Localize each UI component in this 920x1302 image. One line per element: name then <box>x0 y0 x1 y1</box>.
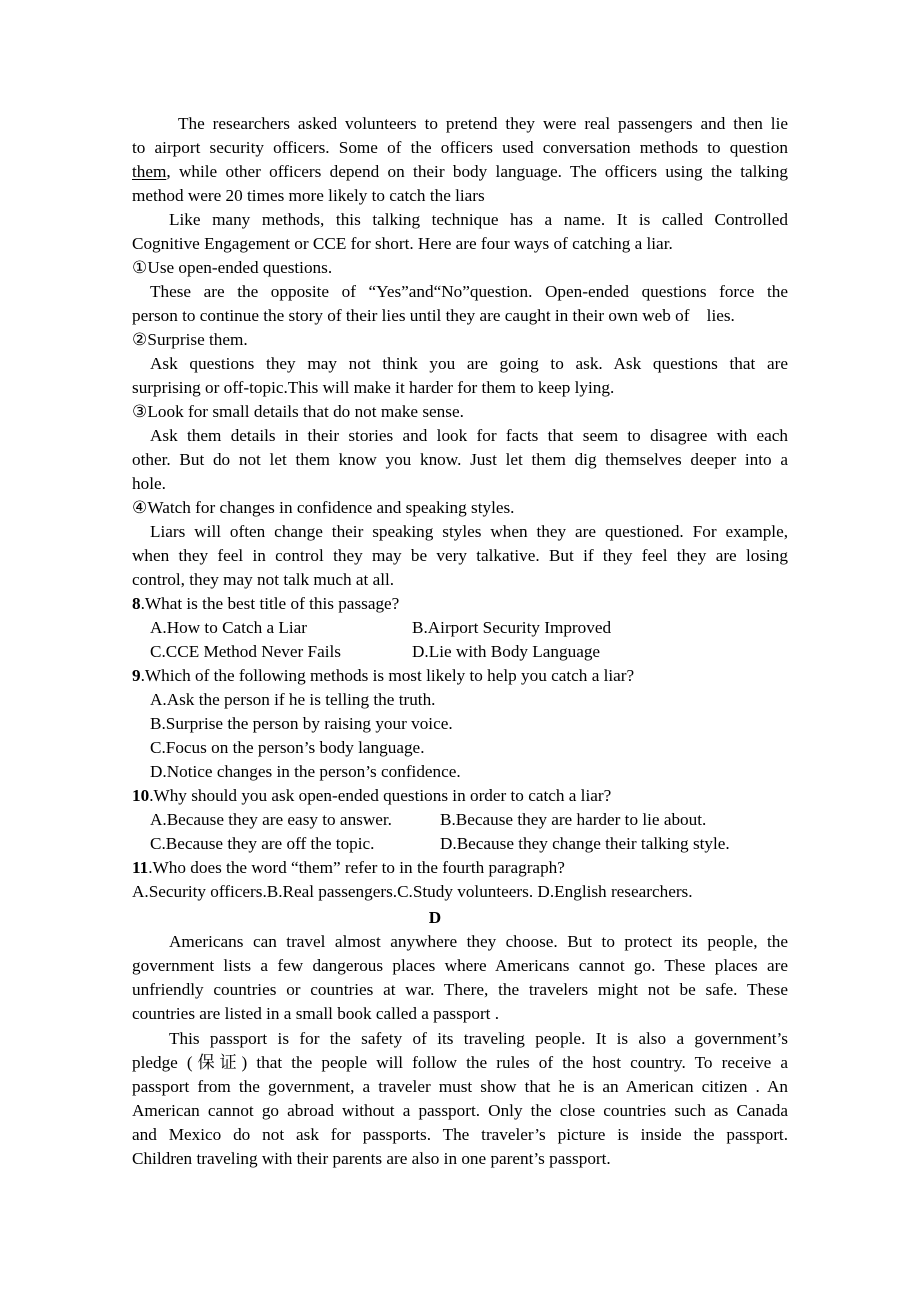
tip3-line2: other. But do not let them know you know. Just let them dig themselves deeper into a <box>132 450 788 469</box>
passage-c-p1-line3 <box>132 160 788 184</box>
question-10-option-b: B.Because they are harder to lie about. <box>440 810 707 829</box>
tip3-line1: Ask them details in their stories and look for facts that seem to disagree with each <box>150 426 788 445</box>
passage-c-p1-line4: method were 20 times more likely to catch the liars <box>132 186 485 205</box>
question-10-number: 10 <box>132 786 150 805</box>
tip2-line2: surprising or off-topic.This will make it harder for them to keep lying. <box>132 378 615 397</box>
question-10-row2 <box>150 832 788 856</box>
question-9-text: .Which of the following methods is most likely to help you catch a liar? <box>140 666 635 685</box>
passage-d-p2-line2: pledge (保证) that the people will follow the rules of the host country. To receive a <box>132 1053 788 1072</box>
tip1-line2: person to continue the story of their lies until they are caught in their own web of lies. <box>132 306 735 325</box>
question-9-option-c: C.Focus on the person’s body language. <box>150 738 425 757</box>
passage-d-p1-line2: government lists a few dangerous places where Americans cannot go. These places are <box>132 956 788 975</box>
passage-c-p1-line2: to airport security officers. Some of the officers used conversation methods to question <box>132 138 788 157</box>
question-8-row2 <box>150 640 788 664</box>
passage-d-p2-line4: American cannot go abroad without a passport. Only the close countries such as Canada <box>132 1101 788 1120</box>
passage-d-p2-line3: passport from the government, a traveler must show that he is an American citizen . An <box>132 1077 788 1096</box>
passage-d-p2-line1: This passport is for the safety of its traveling people. It is also a government’s <box>169 1029 788 1048</box>
question-8-row1 <box>150 616 788 640</box>
question-10-option-c: C.Because they are off the topic. <box>150 834 375 853</box>
question-10-option-d: D.Because they change their talking style. <box>440 834 730 853</box>
question-9-number: 9 <box>132 666 141 685</box>
tip2-line1: Ask questions they may not think you are going to ask. Ask questions that are <box>150 354 788 373</box>
question-10-text: .Why should you ask open-ended questions in order to catch a liar? <box>149 786 612 805</box>
question-9-option-a: A.Ask the person if he is telling the truth. <box>150 690 436 709</box>
tip3-line3: hole. <box>132 474 166 493</box>
question-8-option-a: A.How to Catch a Liar <box>150 618 308 637</box>
tip4-line1: Liars will often change their speaking styles when they are questioned. For example, <box>150 522 788 541</box>
tip1-heading: ①Use open-ended questions. <box>132 258 333 277</box>
passage-d-p1-line1: Americans can travel almost anywhere they choose. But to protect its people, the <box>169 932 788 951</box>
passage-c-p1-line3-rest: , while other officers depend on their body language. The officers using the talking <box>166 162 788 181</box>
tip1-line1: These are the opposite of “Yes”and“No”question. Open-ended questions force the <box>150 282 788 301</box>
question-8-option-c: C.CCE Method Never Fails <box>150 642 341 661</box>
passage-c-p2-line1: Like many methods, this talking technique has a name. It is called Controlled <box>169 210 788 229</box>
passage-d-p1-line4: countries are listed in a small book called a passport . <box>132 1004 500 1023</box>
question-11-options: A.Security officers.B.Real passengers.C.Study volunteers. D.English researchers. <box>132 882 693 901</box>
question-8-number: 8 <box>132 594 141 613</box>
question-8-stem <box>132 592 788 616</box>
question-10-row1 <box>150 808 788 832</box>
question-11-text: .Who does the word “them” refer to in the fourth paragraph? <box>148 858 565 877</box>
passage-c-p1-line1: The researchers asked volunteers to pretend they were real passengers and then lie <box>178 114 788 133</box>
question-11-stem <box>132 856 788 880</box>
question-10-stem <box>132 784 788 808</box>
question-10-option-a: A.Because they are easy to answer. <box>150 810 392 829</box>
passage-c-p2-line2: Cognitive Engagement or CCE for short. Here are four ways of catching a liar. <box>132 234 673 253</box>
passage-d-heading: D <box>428 908 442 927</box>
question-9-option-d: D.Notice changes in the person’s confidence. <box>150 762 461 781</box>
passage-d-p2-line5: and Mexico do not ask for passports. The traveler’s picture is inside the passport. <box>132 1125 788 1144</box>
underlined-word-them: them <box>132 162 167 181</box>
tip3-heading: ③Look for small details that do not make sense. <box>132 402 464 421</box>
passage-d-p1-line3: unfriendly countries or countries at war. There, the travelers might not be safe. These <box>132 980 788 999</box>
question-8-text: .What is the best title of this passage? <box>140 594 400 613</box>
question-9-option-b: B.Surprise the person by raising your voice. <box>150 714 453 733</box>
tip4-heading: ④Watch for changes in confidence and speaking styles. <box>132 498 515 517</box>
question-8-option-d: D.Lie with Body Language <box>412 642 601 661</box>
tip4-line3: control, they may not talk much at all. <box>132 570 395 589</box>
question-9-stem <box>132 664 788 688</box>
question-11-number: 11 <box>132 858 149 877</box>
tip4-line2: when they feel in control they may be very talkative. But if they feel they are losing <box>132 546 788 565</box>
tip2-heading: ②Surprise them. <box>132 330 248 349</box>
passage-d-p2-line6: Children traveling with their parents are also in one parent’s passport. <box>132 1149 611 1168</box>
question-8-option-b: B.Airport Security Improved <box>412 618 612 637</box>
